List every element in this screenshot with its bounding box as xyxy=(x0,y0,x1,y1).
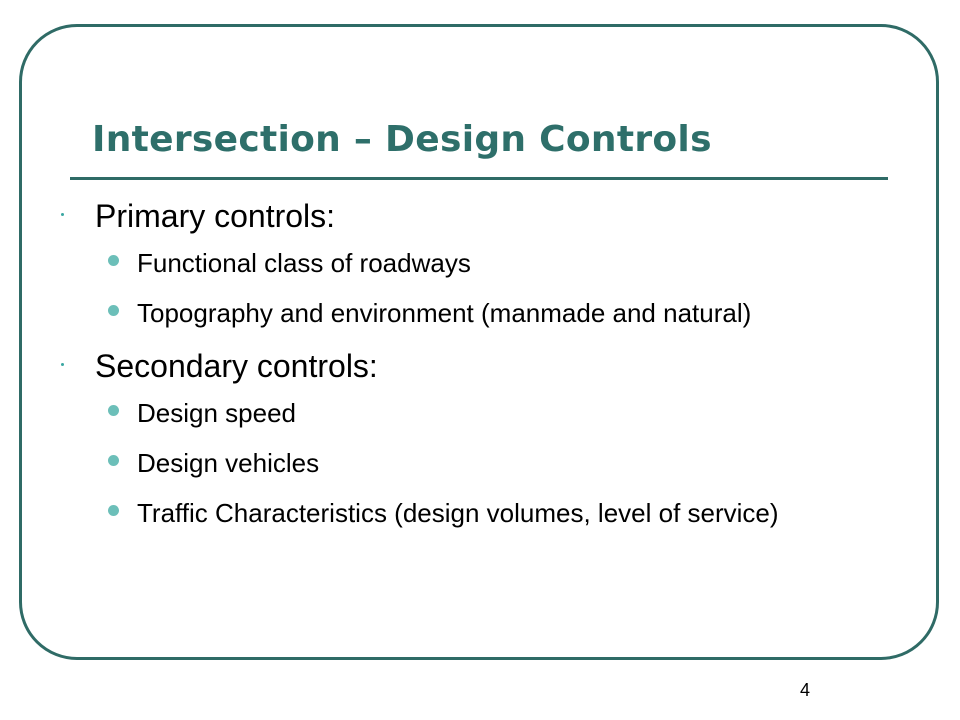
bullet-dot-icon xyxy=(61,213,64,216)
list-item xyxy=(95,244,860,282)
list-item-text: Functional class of roadways xyxy=(137,248,471,278)
list-item xyxy=(95,494,860,532)
list-item xyxy=(95,394,860,432)
list-item-text: Topography and environment (manmade and natural) xyxy=(137,298,752,328)
page-number: 4 xyxy=(800,680,811,700)
section-heading: Primary controls: xyxy=(95,198,336,234)
list-item xyxy=(95,294,860,332)
list-item-text: Design speed xyxy=(137,398,296,428)
bullet-list xyxy=(60,190,860,544)
bullet-dot-icon xyxy=(61,363,64,366)
bullet-dot-icon xyxy=(108,505,119,516)
section-heading: Secondary controls: xyxy=(95,348,378,384)
sub-list xyxy=(95,244,860,332)
title-divider xyxy=(70,177,888,180)
list-item-text: Traffic Characteristics (design volumes, level of service) xyxy=(137,498,779,528)
bullet-dot-icon xyxy=(108,455,119,466)
bullet-dot-icon xyxy=(108,405,119,416)
bullet-dot-icon xyxy=(108,305,119,316)
list-item xyxy=(95,444,860,482)
list-item-text: Design vehicles xyxy=(137,448,320,478)
section-primary-controls xyxy=(60,196,860,332)
bullet-dot-icon xyxy=(108,255,119,266)
slide-title: Intersection – Design Controls xyxy=(92,119,712,160)
sub-list xyxy=(95,394,860,532)
section-secondary-controls xyxy=(60,346,860,532)
